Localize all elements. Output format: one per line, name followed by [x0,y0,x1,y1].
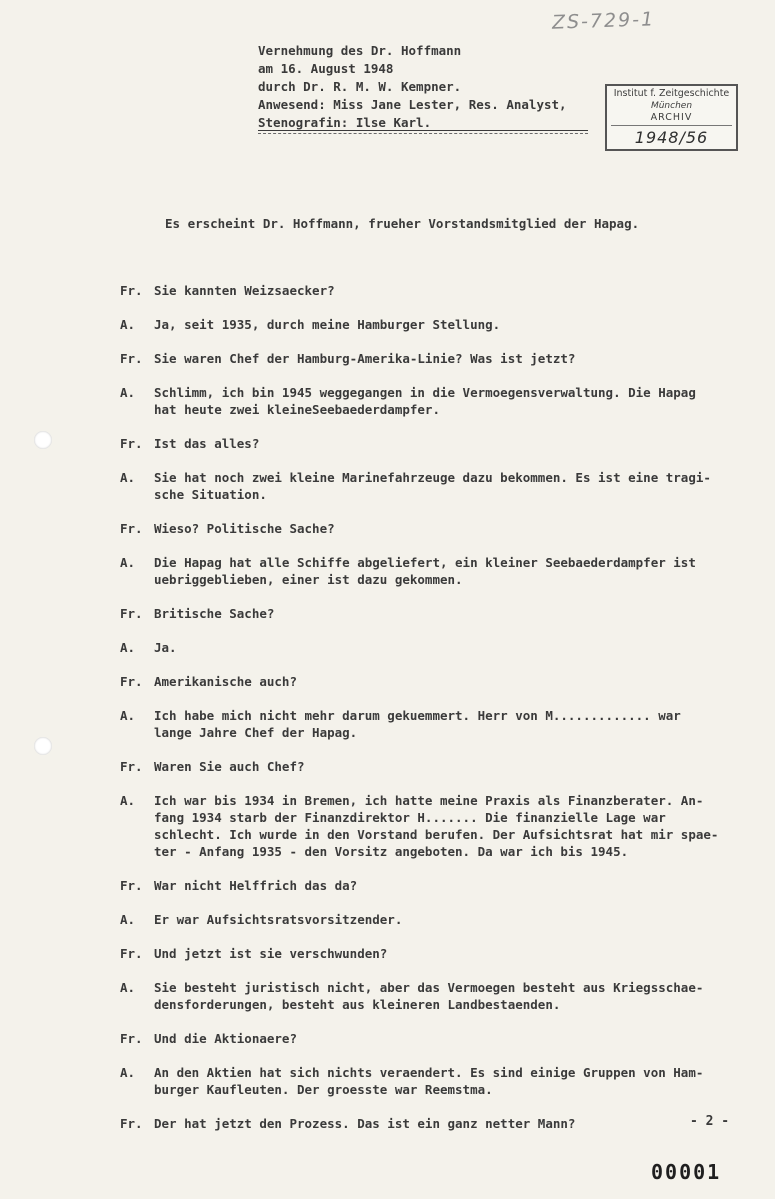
question-entry [120,435,740,452]
question-entry [120,758,740,775]
speaker-label: A. [120,317,136,332]
speaker-label: Fr. [120,351,143,366]
speaker-label: Fr. [120,1031,143,1046]
speaker-label: Fr. [120,946,143,961]
entry-text: Ja, seit 1935, durch meine Hamburger Stellung. [154,317,501,332]
entry-text: Und die Aktionaere? [154,1031,297,1046]
entry-text: Sie besteht juristisch nicht, aber das Vermoegen besteht aus Kriegsschae- densforderungen, besteht aus kleineren Landbestaenden. [154,980,704,1012]
entry-text: Sie kannten Weizsaecker? [154,283,335,298]
question-entry [120,605,740,622]
speaker-label: Fr. [120,521,143,536]
dialogue-body [120,282,740,1149]
header-line: am 16. August 1948 [258,61,394,76]
interrogation-header [258,42,593,132]
answer-entry [120,384,740,418]
archive-stamp [605,84,738,151]
entry-text: An den Aktien hat sich nichts veraendert. Es sind einige Gruppen von Ham- burger Kaufleuten. Der groesste war Reemstma. [154,1065,704,1097]
entry-text: War nicht Helffrich das da? [154,878,358,893]
answer-entry [120,707,740,741]
speaker-label: A. [120,912,136,927]
entry-text: Ich war bis 1934 in Bremen, ich hatte meine Praxis als Finanzberater. An- fang 1934 starb der Finanzdirektor H....... Die finanzielle Lage war schlecht. Ich wurde in den Vorstand berufen. Der Aufsichtsrat hat mir spae- ter - Anfang 1935 - den Vorsitz angeboten. Da war ich bis 1945. [154,793,719,859]
header-line: durch Dr. R. M. W. Kempner. [258,79,462,94]
speaker-label: Fr. [120,878,143,893]
speaker-label: A. [120,470,136,485]
entry-text: Schlimm, ich bin 1945 weggegangen in die Vermoegensverwaltung. Die Hapag hat heute zwei kleineSeebaederdampfer. [154,385,696,417]
speaker-label: Fr. [120,436,143,451]
speaker-label: A. [120,1065,136,1080]
stamp-institute: Institut f. Zeitgeschichte [613,88,730,99]
header-underline [258,130,588,131]
speaker-label: A. [120,793,136,808]
header-underline-dashed [258,133,588,134]
speaker-label: A. [120,555,136,570]
speaker-label: A. [120,385,136,400]
question-entry [120,1115,740,1132]
question-entry [120,282,740,299]
entry-text: Britische Sache? [154,606,275,621]
speaker-label: A. [120,708,136,723]
answer-entry [120,554,740,588]
stamp-city: München [650,101,693,111]
stamp-number: 1948/56 [634,128,709,147]
answer-entry [120,979,740,1013]
stamp-divider [611,125,732,126]
speaker-label: Fr. [120,759,143,774]
answer-entry [120,911,740,928]
speaker-label: Fr. [120,606,143,621]
question-entry [120,945,740,962]
header-line: Vernehmung des Dr. Hoffmann [258,43,462,58]
intro-line: Es erscheint Dr. Hoffmann, frueher Vorstandsmitglied der Hapag. [165,216,640,231]
entry-text: Ist das alles? [154,436,260,451]
entry-text: Er war Aufsichtsratsvorsitzender. [154,912,403,927]
speaker-label: Fr. [120,674,143,689]
entry-text: Der hat jetzt den Prozess. Das ist ein ganz netter Mann? [154,1116,576,1131]
speaker-label: A. [120,640,136,655]
speaker-label: Fr. [120,283,143,298]
stamp-archive: ARCHIV [650,112,693,123]
entry-text: Sie waren Chef der Hamburg-Amerika-Linie? Was ist jetzt? [154,351,576,366]
entry-text: Die Hapag hat alle Schiffe abgeliefert, ein kleiner Seebaederdampfer ist uebriggeblieben, einer ist dazu gekommen. [154,555,696,587]
question-entry [120,350,740,367]
entry-text: Ja. [154,640,177,655]
question-entry [120,1030,740,1047]
handwritten-reference-number: ZS-729-1 [551,8,656,34]
header-line: Stenografin: Ilse Karl. [258,115,432,130]
entry-text: Ich habe mich nicht mehr darum gekuemmert. Herr von M............. war lange Jahre Chef der Hapag. [154,708,681,740]
punch-hole [34,431,52,449]
archive-number: 00001 [651,1160,722,1184]
question-entry [120,673,740,690]
answer-entry [120,639,740,656]
question-entry [120,520,740,537]
entry-text: Sie hat noch zwei kleine Marinefahrzeuge dazu bekommen. Es ist eine tragi- sche Situation. [154,470,711,502]
page-number: - 2 - [690,1114,730,1129]
entry-text: Amerikanische auch? [154,674,297,689]
entry-text: Wieso? Politische Sache? [154,521,335,536]
speaker-label: A. [120,980,136,995]
speaker-label: Fr. [120,1116,143,1131]
answer-entry [120,792,740,860]
punch-hole [34,737,52,755]
entry-text: Waren Sie auch Chef? [154,759,305,774]
question-entry [120,877,740,894]
answer-entry [120,469,740,503]
answer-entry [120,1064,740,1098]
answer-entry [120,316,740,333]
header-line: Anwesend: Miss Jane Lester, Res. Analyst, [258,97,567,112]
entry-text: Und jetzt ist sie verschwunden? [154,946,388,961]
